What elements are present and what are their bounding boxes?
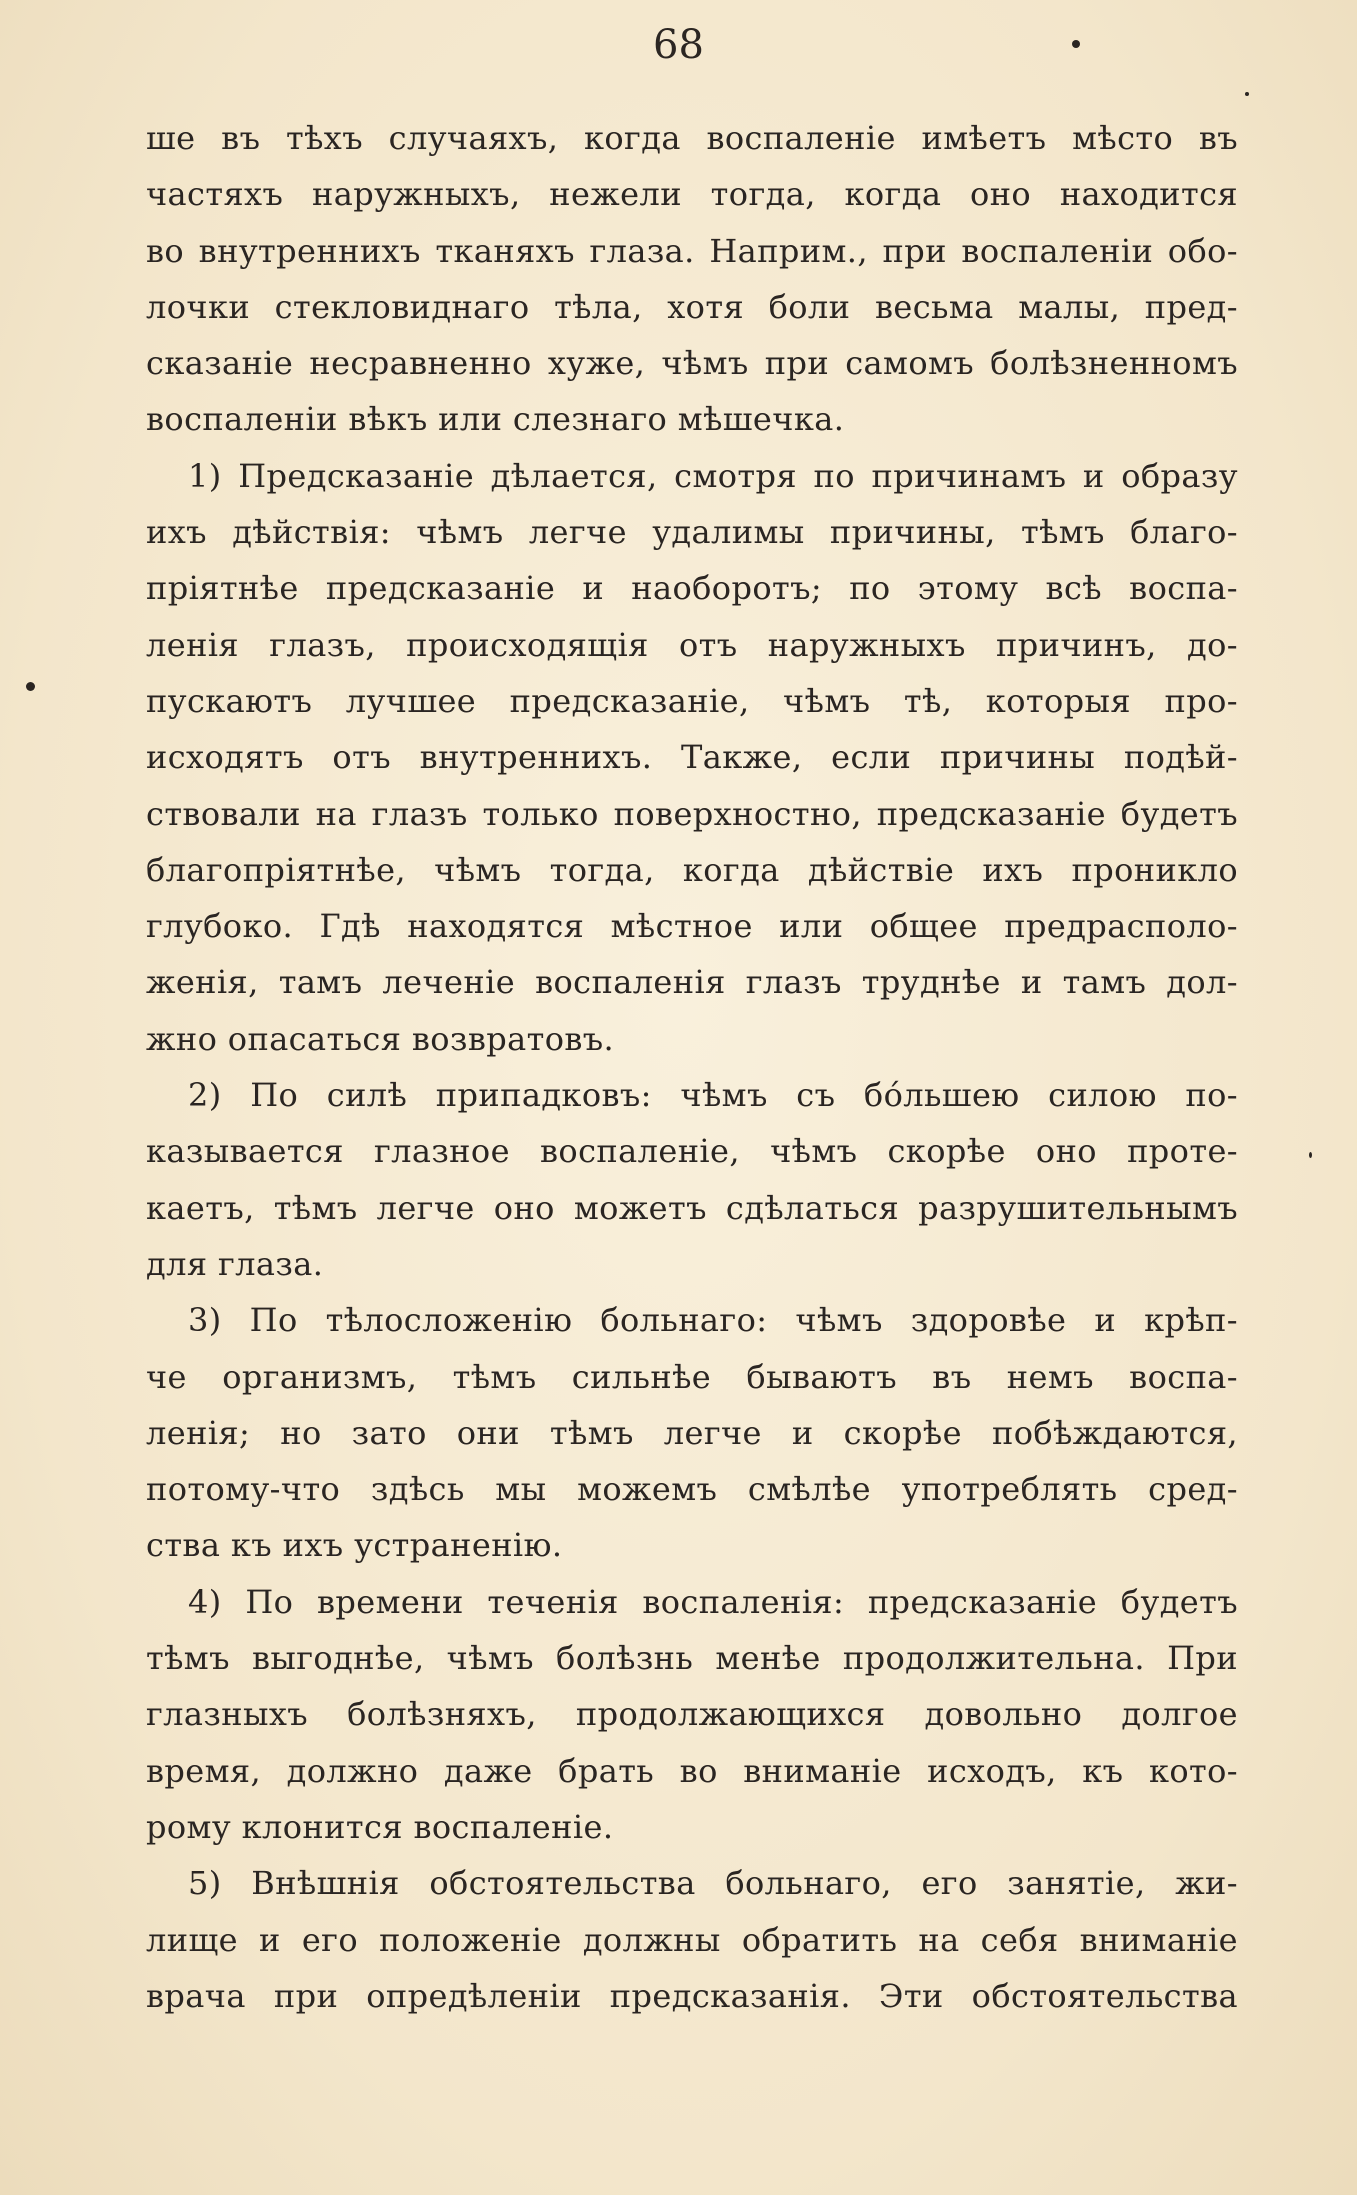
text-line: женія, тамъ леченіе воспаленія глазъ труднѣе и тамъ дол- [146,963,1238,1002]
text-line: тѣмъ выгоднѣе, чѣмъ болѣзнь менѣе продолжительна. При [146,1639,1238,1678]
text-line: воспаленіи вѣкъ или слезнаго мѣшечка. [146,400,845,439]
text-line: 3) По тѣлосложенію больнаго: чѣмъ здоровѣе и крѣп- [188,1301,1238,1340]
text-line: пріятнѣе предсказаніе и наоборотъ; по этому всѣ воспа- [146,569,1238,608]
text-line: потому-что здѣсь мы можемъ смѣлѣе употреблять сред- [146,1470,1238,1509]
text-line: исходятъ отъ внутреннихъ. Также, если причины подѣй- [146,738,1238,777]
ink-speck [26,682,35,691]
text-line: ствовали на глазъ только поверхностно, предсказаніе будетъ [146,794,1238,833]
text-line: 5) Внѣшнія обстоятельства больнаго, его занятіе, жи- [188,1864,1238,1903]
text-line: ше въ тѣхъ случаяхъ, когда воспаленіе имѣетъ мѣсто въ [146,119,1238,157]
text-line: рому клонится воспаленіе. [146,1807,614,1846]
page-number: 68 [653,22,704,68]
text-line: 4) По времени теченія воспаленія: предсказаніе будетъ [188,1582,1238,1621]
body-text [146,110,1238,2024]
text-line: ства къ ихъ устраненію. [146,1526,563,1565]
ink-speck [1309,1152,1312,1158]
text-line: каетъ, тѣмъ легче оно можетъ сдѣлаться разрушительнымъ [146,1188,1238,1227]
text-line: частяхъ наружныхъ, нежели тогда, когда оно находится [146,175,1238,214]
text-line: ленія; но зато они тѣмъ легче и скорѣе побѣждаются, [146,1413,1238,1452]
text-line: врача при опредѣленіи предсказанія. Эти обстоятельства [146,1976,1238,2015]
ink-speck [1072,40,1080,48]
text-line: глазныхъ болѣзняхъ, продолжающихся довольно долгое [146,1695,1238,1734]
text-line: глубоко. Гдѣ находятся мѣстное или общее предрасполо- [146,907,1238,946]
text-line: лочки стекловиднаго тѣла, хотя боли весьма малы, пред- [146,287,1238,326]
text-line: для глаза. [146,1244,324,1283]
text-line: че организмъ, тѣмъ сильнѣе бываютъ въ немъ воспа- [146,1357,1238,1396]
text-line: 2) По силѣ припадковъ: чѣмъ съ бо́льшею силою по- [188,1076,1238,1115]
ink-speck [1245,92,1249,96]
text-line: благопріятнѣе, чѣмъ тогда, когда дѣйствіе ихъ проникло [146,850,1238,889]
text-line: пускаютъ лучшее предсказаніе, чѣмъ тѣ, которыя про- [146,681,1238,720]
text-line: ихъ дѣйствія: чѣмъ легче удалимы причины, тѣмъ благо- [146,513,1238,552]
text-line: во внутреннихъ тканяхъ глаза. Наприм., при воспаленіи обо- [146,231,1238,270]
text-line: сказаніе несравненно хуже, чѣмъ при самомъ болѣзненномъ [146,344,1238,383]
text-line: ленія глазъ, происходящія отъ наружныхъ причинъ, до- [146,625,1238,664]
text-line: казывается глазное воспаленіе, чѣмъ скорѣе оно проте- [146,1132,1238,1171]
text-line: время, должно даже брать во вниманіе исходъ, къ кото- [146,1751,1238,1790]
text-line: жно опасаться возвратовъ. [146,1019,615,1058]
text-line: лище и его положеніе должны обратить на себя вниманіе [146,1920,1238,1959]
text-line: 1) Предсказаніе дѣлается, смотря по причинамъ и образу [188,456,1238,495]
